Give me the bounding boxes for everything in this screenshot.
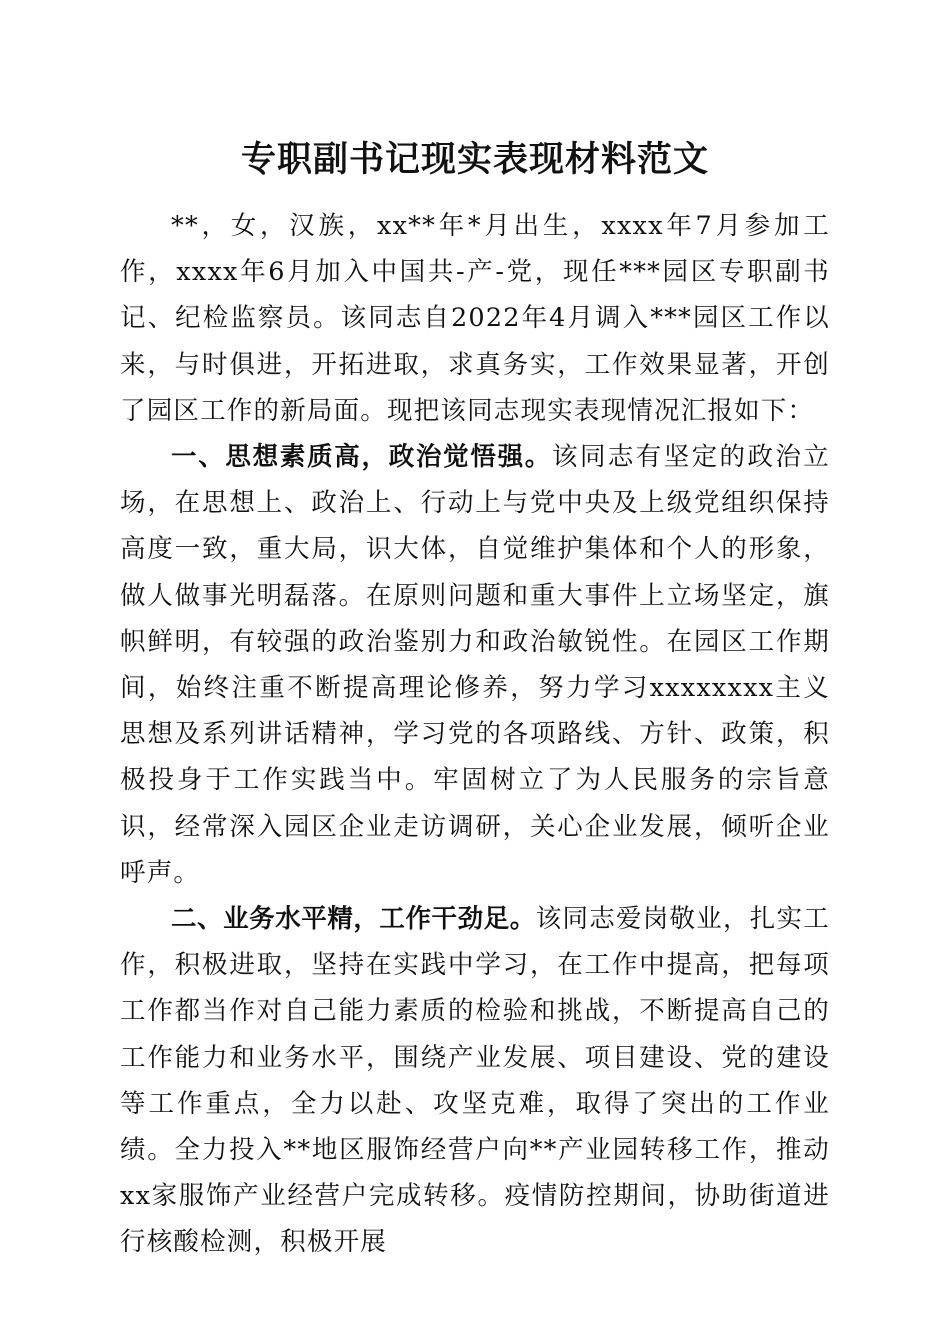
document-body bbox=[120, 203, 830, 1266]
intro-text: **，女，汉族，xx**年*月出生，xxxx年7月参加工作，xxxx年6月加入中国共-产-党，现任***园区专职副书记、纪检监察员。该同志自2022年4月调入***园区工作以来，与时俱进，开拓进取，求真务实，工作效果显著，开创了园区工作的新局面。现把该同志现实表现情况汇报如下： bbox=[120, 211, 830, 426]
section-1-paragraph bbox=[120, 434, 830, 896]
intro-paragraph bbox=[120, 203, 830, 434]
section-2-heading: 二、业务水平精，工作干劲足。 bbox=[171, 904, 536, 935]
section-2-text: 该同志爱岗敬业，扎实工作，积极进取，坚持在实践中学习，在工作中提高，把每项工作都当作对自己能力素质的检验和挑战，不断提高自己的工作能力和业务水平，围绕产业发展、项目建设、党的建设等工作重点，全力以赴、攻坚克难，取得了突出的工作业绩。全力投入**地区服饰经营户向**产业园转移工作，推动xx家服饰产业经营户完成转移。疫情防控期间，协助街道进行核酸检测，积极开展 bbox=[120, 904, 830, 1258]
section-1-heading: 一、思想素质高，政治觉悟强。 bbox=[171, 442, 553, 473]
document-title: 专职副书记现实表现材料范文 bbox=[240, 139, 709, 180]
section-1-text: 该同志有坚定的政治立场，在思想上、政治上、行动上与党中央及上级党组织保持高度一致，重大局，识大体，自觉维护集体和个人的形象，做人做事光明磊落。在原则问题和重大事件上立场坚定，旗帜鲜明，有较强的政治鉴别力和政治敏锐性。在园区工作期间，始终注重不断提高理论修养，努力学习xxxxxxxx主义思想及系列讲话精神，学习党的各项路线、方针、政策，积极投身于工作实践当中。牢固树立了为人民服务的宗旨意识，经常深入园区企业走访调研，关心企业发展，倾听企业呼声。 bbox=[120, 442, 830, 888]
section-2-paragraph bbox=[120, 896, 830, 1266]
